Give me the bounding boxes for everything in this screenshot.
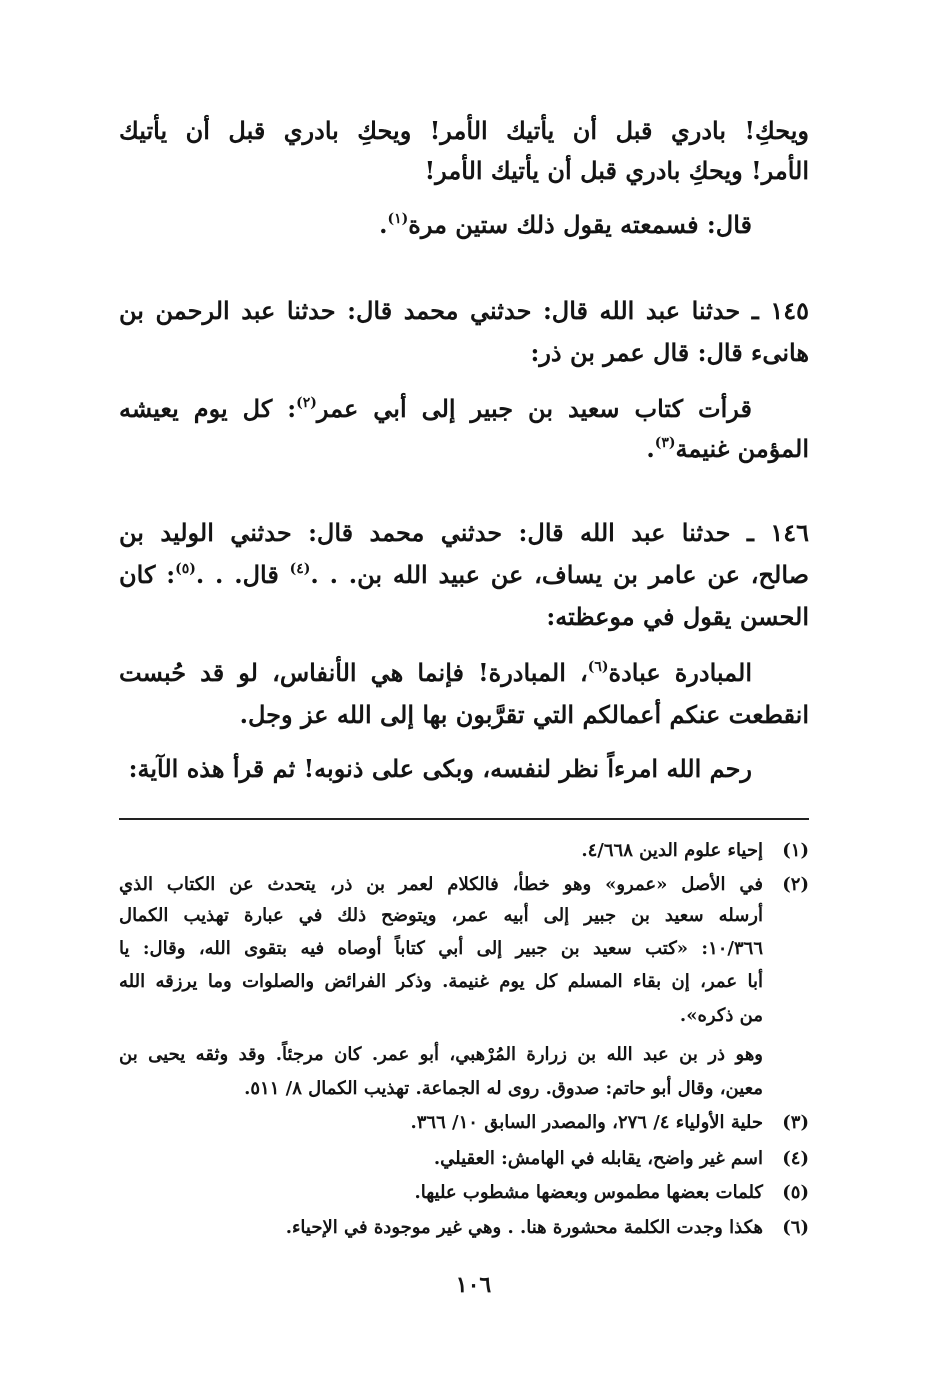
narration-145-line bbox=[119, 292, 809, 330]
footnote-ref: (٦) bbox=[587, 659, 609, 675]
footnote-6 bbox=[119, 1213, 809, 1243]
body-line: انقطعت عنكم أعمالكم التي تقرَّبون بها إلى الله عز وجل. bbox=[239, 700, 809, 729]
body-text: : كان bbox=[119, 560, 176, 589]
body-line bbox=[119, 556, 809, 594]
page-number: ١٠٦ bbox=[455, 1272, 492, 1298]
footnote-number: (٢) bbox=[782, 874, 809, 895]
narration-number: ١٤٥ bbox=[770, 296, 809, 325]
footnote-text: هكذا وجدت الكلمة محشورة هنا. . وهي غير موجودة في الإحياء. bbox=[285, 1217, 763, 1238]
footnote-number: (٦) bbox=[782, 1217, 809, 1238]
body-line: هانىء قال: قال عمر بن ذر: bbox=[530, 338, 809, 367]
body-line: ويحكِ! بادري قبل أن يأتيك الأمر! ويحكِ بادري قبل أن يأتيك bbox=[119, 116, 809, 145]
footnote-text: إحياء علوم الدين ٤/٦٦٨. bbox=[581, 840, 763, 861]
body-text: . bbox=[646, 434, 655, 463]
footnote-line: من ذكره». bbox=[679, 1005, 763, 1026]
footnote-separator bbox=[119, 818, 809, 820]
footnote-line: ١٠/٣٦٦: «كتب سعيد بن جبير إلى أبي كتاباً أوصاه فيه بتقوى الله، وقال: يا bbox=[119, 938, 763, 959]
footnote-ref: (٤) bbox=[289, 561, 311, 577]
footnote-1 bbox=[119, 836, 809, 866]
footnote-number: (١) bbox=[782, 840, 809, 861]
body-text: المبادرة عبادة bbox=[608, 658, 752, 687]
narration-146-line bbox=[119, 514, 809, 552]
body-text: قال: فسمعته يقول ذلك ستين مرة bbox=[408, 210, 752, 239]
footnote-text: حلية الأولياء ٤/ ٢٧٦، والمصدر السابق ١٠/ ٣٦٦. bbox=[410, 1112, 763, 1133]
footnote-line: أبا عمر، إن بقاء المسلم كل يوم غنيمة. وذكر الفرائض والصلوات وما يرزقه الله bbox=[119, 971, 763, 992]
body-line bbox=[119, 206, 752, 244]
body-text: صالح، عن عامر بن يساف، عن عبيد الله بن. . . bbox=[310, 560, 810, 589]
footnote-text: في الأصل «عمرو» وهو خطأ، فالكلام لعمر بن ذر، يتحدث عن الكتاب الذي bbox=[119, 874, 763, 895]
body-line bbox=[119, 430, 809, 468]
body-text: قال. . . bbox=[195, 560, 290, 589]
narration-number: ١٤٦ bbox=[770, 518, 810, 547]
body-line bbox=[119, 390, 752, 428]
footnote-ref: (١) bbox=[387, 211, 409, 227]
body-line: الأمر! ويحكِ بادري قبل أن يأتيك الأمر! bbox=[424, 156, 809, 185]
body-text: ـ حدثنا عبد الله قال: حدثني محمد قال: حدثنا عبد الرحمن بن bbox=[119, 296, 759, 325]
footnote-3 bbox=[119, 1108, 809, 1138]
body-line: الحسن يقول في موعظته: bbox=[546, 602, 809, 631]
footnote-text: كلمات بعضها مطموس وبعضها مشطوب عليها. bbox=[414, 1182, 763, 1203]
body-text: قرأت كتاب سعيد بن جبير إلى أبي عمر bbox=[316, 394, 752, 423]
footnote-ref: (٥) bbox=[175, 561, 196, 577]
footnote-number: (٣) bbox=[782, 1112, 809, 1133]
footnote-ref: (٣) bbox=[654, 435, 676, 451]
footnote-5 bbox=[119, 1178, 809, 1208]
body-text: : كل يوم يعيشه bbox=[119, 394, 297, 423]
footnote-4 bbox=[119, 1144, 809, 1174]
body-text: . bbox=[379, 210, 388, 239]
footnote-ref: (٢) bbox=[296, 395, 317, 411]
footnote-line: أرسله سعيد بن جبير إلى أبيه عمر، ويتوضح ذلك في عبارة تهذيب الكمال bbox=[119, 905, 763, 926]
body-line bbox=[119, 654, 752, 692]
footnote-number: (٤) bbox=[782, 1148, 809, 1169]
footnote-line: وهو ذر بن عبد الله بن زرارة المُرْهبي، أبو عمر. كان مرجئاً. وقد وثقه يحيى بن bbox=[119, 1044, 763, 1065]
footnote-text: اسم غير واضح، يقابله في الهامش: العقيلي. bbox=[433, 1148, 763, 1169]
body-text: المؤمن غنيمة bbox=[675, 434, 809, 463]
body-line: رحم الله امرءاً نظر لنفسه، وبكى على ذنوبه! ثم قرأ هذه الآية: bbox=[128, 754, 752, 783]
body-text: ، المبادرة! فإنما هي الأنفاس، لو قد حُبست bbox=[119, 658, 588, 687]
footnote-number: (٥) bbox=[782, 1182, 809, 1203]
footnote-line: معين، وقال أبو حاتم: صدوق. روى له الجماعة. تهذيب الكمال ٨/ ٥١١. bbox=[244, 1078, 763, 1099]
body-text: ـ حدثنا عبد الله قال: حدثني محمد قال: حدثني الوليد بن bbox=[119, 518, 754, 547]
footnote-2 bbox=[119, 870, 809, 900]
